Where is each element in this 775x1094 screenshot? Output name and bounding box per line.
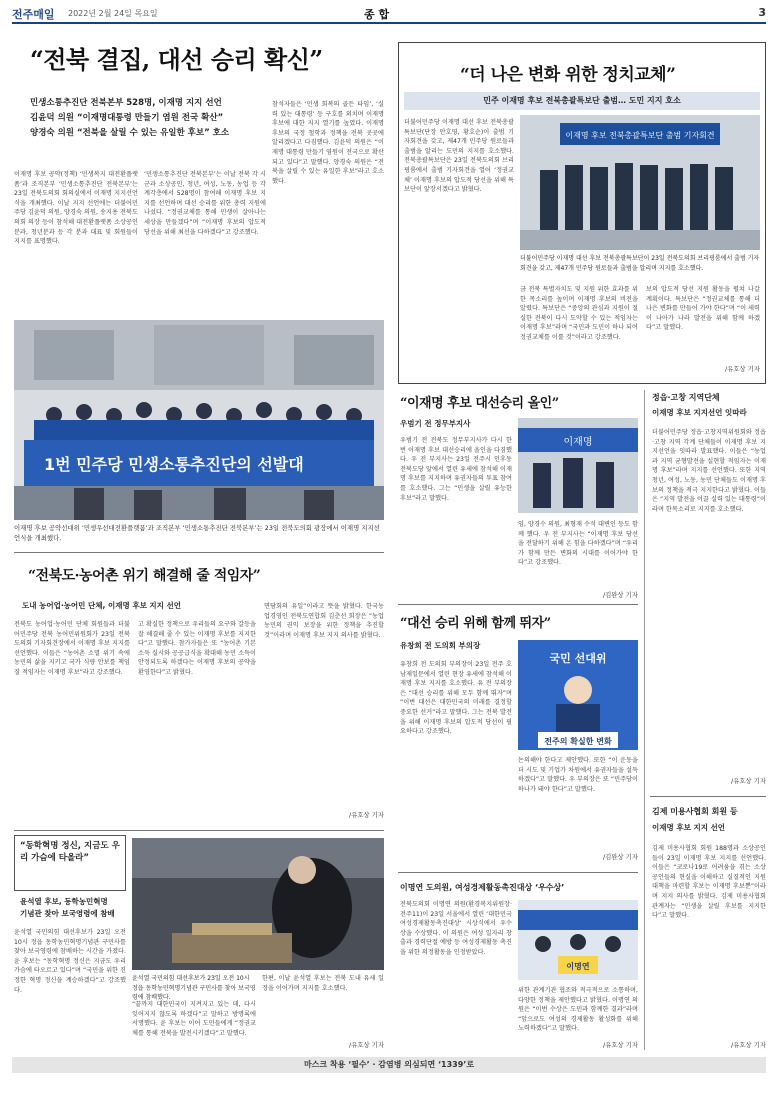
divider bbox=[14, 552, 384, 553]
a7-byline: /유호상 기자 bbox=[602, 1041, 638, 1049]
a4-headline: “대선 승리 위해 함께 뛰자” bbox=[400, 616, 551, 631]
a5-headline: “전북도·농어촌 위기 해결해 줄 적임자” bbox=[28, 568, 261, 584]
divider bbox=[398, 604, 638, 605]
a6-sub-2: 기념관 찾아 보국영령에 참배 bbox=[20, 909, 115, 918]
divider bbox=[14, 830, 384, 831]
a1-sub-1: 민생소통추진단 전북본부 528명, 이재명 지지 선언 bbox=[30, 98, 222, 108]
issue-date: 2022년 2월 24일 목요일 bbox=[68, 9, 158, 18]
a2-photo bbox=[520, 115, 760, 250]
a2-byline: /유호상 기자 bbox=[724, 365, 760, 373]
a6-photo bbox=[132, 838, 384, 970]
a8-sub: 이재명 후보 지지선언 잇따라 bbox=[652, 408, 747, 417]
a3-body-col1: 우범기 전 전북도 정무부지사가 다시 한 번 이재명 후보 대선승리에 올인을 다짐했다. 우 전 부지사는 23일 전주시 인후동 전북도당 앞에서 열린 유세에 참석해 이재명 후보를 지지하며 유권자들의 투표 참여를 호소했다. 그는 “민생을 살릴 유능한 후보”라고 말했다. bbox=[400, 437, 512, 502]
a1-body-col3: 참석자들은 ‘민생 회복의 골든 타임’, ‘실력 있는 대통령’ 등 구호를 외치며 이재명 후보에 대한 지지 열기를 높였다. 이재명 후보의 국정 철학과 정책을 전북 곳곳에 알리겠다고 다짐했다. 김윤덕 의원은 “이재명 대통령 만들기 염원이 전국으로 확산되고 있다”고 말했다. 양경숙 의원은 “전북을 살릴 수 있는 유일한 후보”라고 호소했다. bbox=[272, 101, 384, 185]
a6-body-col2: “끝까지 대한민국이 지켜지고 있는 데, 다시 잊어지지 않도록 하겠다”고 말하고 방명록에 서명했다. 윤 후보는 이어 도민들에게 “정권교체를 통해 전북을 발전시키겠다”고 말했다. bbox=[132, 1001, 256, 1037]
a1-body-col2: ‘민생소통추진단 전북본부’는 이날 전북 각 시군과 소상공인, 청년, 여성, 노동, 농업 등 각계각층에서 528명이 참여해 이재명 후보 지지를 선언하며 대선 승리를 위한 총력 지원에 나섰다. “정권교체를 통해 민생이 살아나는 세상을 만들겠다”며 “이재명 후보의 압도적 당선을 위해 최선을 다하겠다”고 강조했다. bbox=[144, 171, 266, 236]
a7-body-col1: 전북도의회 이명연 의원(환경복지위원장·전주11)이 23일 서울에서 열린 ‘대한민국 여성경제활동촉진대상’ 시상식에서 우수상을 수상했다. 이 의원은 여성 일자리 창출과 경력단절 예방 등 여성경제활동 촉진을 위한 의정활동을 인정받았다. bbox=[400, 901, 512, 956]
a1-photo-banner: 1번 민주당 민생소통추진단의 선발대 bbox=[44, 455, 304, 474]
a1-sub-2: 김윤덕 의원 “이재명대통령 만들기 염원 전국 확산” bbox=[30, 113, 224, 123]
a5-sub: 도내 농어업·농어민 단체, 이재명 후보 지지 선언 bbox=[22, 601, 182, 610]
a9-byline: /유호상 기자 bbox=[730, 1041, 766, 1049]
a6-body-col1: 윤석열 국민의힘 대선후보가 23일 오전 10시 정읍 동학농민혁명기념관 구민사를 찾아 보국영령에 참배하는 시간을 가졌다. 윤 후보는 “동학혁명 정신은 지금도 우리 가슴에 타오르고 있다”며 “국민을 위한 진정한 혁명 정신을 계승하겠다”고 강조했다. bbox=[14, 929, 126, 994]
page-number: 3 bbox=[758, 6, 766, 19]
a5-body-col1: 전북도 농어업·농어민 단체 회원들과 더불어민주당 전북 농어민위원회가 23일 전북도의회 기자회견장에서 이재명 후보 지지를 선언했다. 이들은 “농어촌 소멸 위기 속에 농민의 삶을 지키고 국가 식량 안보를 책임질 적임자는 이재명 후보”라고 강조했다. bbox=[14, 621, 130, 676]
divider bbox=[650, 796, 766, 797]
divider bbox=[644, 390, 645, 1050]
a5-body-col3: 면담회의 유일”이라고 뜻을 밝혔다. 한국농업경영인 전북도연합회 김춘선 회장은 “농업농민의 권익 보장을 위한 정책을 추진할 것”이라며 이재명 후보 지지 의사를 밝혔다. bbox=[264, 603, 384, 639]
a4-body-col2: 논의해야 한다고 제안했다. 또한 “이 운동을 더 시도 및 기업가 차원에서 유권자들을 설득하겠다”고 말했다. 우 부의장은 또 “민주당이 하나가 돼야 한다”고 말했다. bbox=[518, 757, 638, 793]
a8-byline: /유호상 기자 bbox=[730, 777, 766, 785]
footer-banner: 마스크 착용 ‘필수’ · 감염병 의심되면 ‘1339’로 bbox=[12, 1057, 766, 1073]
a3-headline: “이재명 후보 대선승리 올인” bbox=[400, 396, 559, 411]
a2-body-col1b bbox=[404, 300, 514, 380]
section-name: 종 합 bbox=[364, 8, 390, 21]
a3-photo-banner: 이재명 bbox=[563, 437, 593, 448]
a3-body-col2: 임, 양경수 의원, 최형재 수석 대변인 등도 함께 했다. 우 전 부지사는 “이재명 후보 당선을 전달하기 위해 온 힘을 다하겠다”며 “우리가 함께 만든 변화의 시대를 이어가야 한다”고 강조했다. bbox=[518, 521, 638, 567]
a8-body: 더불어민주당 정읍·고창지역위원회와 정읍·고창 지역 각계 단체들이 이재명 후보 지지선언을 잇따라 발표했다. 이들은 “농업과 지역 균형발전을 실현할 적임자는 이재명 후보”라며 지지를 선언했다. 또한 지역 청년, 여성, 노동, 농민 단체들도 이재명 후보의 정책을 적극 지지한다고 밝혔다. 이들은 “지역 발전을 이끌 실력 있는 대통령”이라며 한목소리로 지지를 호소했다. bbox=[652, 429, 766, 513]
a9-body: 김제 미용사협회 회원 188명과 소상공인들이 23일 이재명 후보 지지를 선언했다. 이들은 “코로나19로 어려움을 겪는 소상공인들의 현실을 이해하고 실질적인 지원 대책을 마련할 후보는 이재명 후보뿐”이라며 지지 의사를 밝혔다. 김제 미용사협회 관계자는 “민생을 살릴 후보를 지지한다”고 말했다. bbox=[652, 845, 766, 920]
a1-photo-svg bbox=[14, 320, 384, 520]
a8-headline: 정읍·고창 지역단체 bbox=[652, 393, 720, 402]
a6-byline: /유호상 기자 bbox=[348, 1041, 384, 1049]
masthead-rule bbox=[12, 22, 766, 24]
a2-headline: “더 나은 변화 위한 정치교체” bbox=[460, 65, 676, 85]
a9-sub: 이재명 후보 지지 선언 bbox=[652, 823, 726, 832]
a2-body-col2: 금 전북 특별자치도 및 지원 위한 효과를 위한 목소리를 높이며 이재명 후보의 비전을 알렸다. 특보단은 “중앙의 관심과 지원이 절실한 전북이 다시 도약할 수 있는 적임자는 이재명 후보”라며 “국민과 도민이 하나 되어 정권교체를 이룰 것”이라고 강조했다. bbox=[520, 286, 638, 341]
divider bbox=[398, 872, 638, 873]
a9-headline: 김제 미용사협회 회원 등 bbox=[652, 807, 738, 816]
a4-byline: /김완상 기자 bbox=[602, 853, 638, 861]
a2-caption: 더불어민주당 이재명 대선 후보 전북총괄특보단이 23일 전북도의회 브리핑룸에서 출범 기자회견을 갖고, 제47개 민주당 원로들과 출범을 알리며 지지를 호소했다. bbox=[520, 255, 760, 272]
newspaper-logo: 전주매일 bbox=[12, 8, 55, 21]
a7-body-col2: 위한 관계기관 협조와 적극적으로 소통하며, 다양한 정책을 제안했다고 밝혔다. 이명연 의원은 “이번 수상은 도민과 함께한 결과”라며 “앞으로도 여성의 경제활동 활성화를 위해 노력하겠다”고 말했다. bbox=[518, 987, 638, 1033]
a6-sub-1: 윤석열 후보, 동학농민혁명 bbox=[20, 897, 108, 906]
a1-sub-3: 양경숙 의원 “전북을 살릴 수 있는 유일한 후보” 호소 bbox=[30, 128, 230, 138]
a4-sub: 유창희 전 도의회 부의장 bbox=[400, 641, 481, 650]
a1-caption: 이재명 후보 공약선대위 ‘민생우선대전환플랫폼’과 조직본부 ‘민생소통추진단 전북본부’는 23일 전북도의회 광장에서 이재명 지지선언식을 개최했다. bbox=[14, 524, 380, 542]
a1-photo bbox=[14, 320, 384, 520]
a3-byline: /김완상 기자 bbox=[602, 591, 638, 599]
a3-photo bbox=[518, 418, 638, 513]
a2-body-col3: 보의 압도적 당선 지원 활동을 펼쳐 나갈 계획이다. 특보단은 “정권교체를 통해 더 나은 변화를 만들어 가야 한다”며 “이 세력이 나아가 나라 발전을 위해 함께 하겠다”고 말했다. bbox=[646, 286, 760, 332]
a5-byline: /유호상 기자 bbox=[348, 811, 384, 819]
a7-photo-placard: 이명연 bbox=[566, 962, 590, 971]
a7-headline: 이명연 도의원, 여성경제활동촉진대상 ‘우수상’ bbox=[400, 883, 565, 892]
a1-body-col1: 이재명 후보 공약(정책) ‘민생복지 대전환플랫폼’과 조직본부 ‘민생소통추진단 전북본부’는 23일 전북도의회 회의실에서 이재명 지지선언식을 개최했다. 이날 지지 선언에는 더불어민주당 김윤덕 의원, 양경숙 의원, 송지용 전북도의회 의장 등이 참석해 대전환플랫폼 소상공인분과, 청년분과 등 각 분과 대표 및 회원들이 지지를 표명했다. bbox=[14, 171, 138, 246]
a6-headline: “동학혁명 정신, 지금도 우리 가슴에 타올라” bbox=[20, 841, 120, 863]
a2-photo-sign: 이재명 후보 전북총괄특보단 출범 기자회견 bbox=[565, 131, 715, 140]
a1-headline: “전북 결집, 대선 승리 확신” bbox=[30, 45, 323, 74]
a6-body-col3: 한편, 이날 윤석열 후보는 전북 도내 유세 일정을 이어가며 지지를 호소했다. bbox=[262, 975, 384, 992]
masthead bbox=[12, 6, 766, 20]
a6-caption: 윤석열 국민의힘 대선후보가 23일 오전 10시 정읍 동학농민혁명기념관 구민사를 찾아 보국영령에 참배했다. bbox=[132, 975, 256, 1001]
a7-photo bbox=[518, 900, 638, 980]
a4-photo-banner: 국민 선대위 bbox=[549, 652, 607, 665]
a4-photo-caption: 전주의 확실한 변화 bbox=[544, 737, 612, 746]
a4-photo bbox=[518, 640, 638, 750]
a2-sub: 민주 이재명 후보 전북총괄특보단 출범… 도민 지지 호소 bbox=[483, 96, 681, 105]
a4-body-col1: 유창희 전 도의회 부의장이 23일 전주 호남제일문에서 열린 현장 유세에 참석해 이재명 후보 지지를 호소했다. 유 전 부의장은 “대선 승리를 위해 모두 함께 뛰자”며 “이번 대선은 대한민국의 미래를 결정할 중요한 선거”라고 말했다. 그는 전북 발전을 위해 이재명 후보의 압도적 당선이 필요하다고 강조했다. bbox=[400, 661, 512, 736]
a2-body-col1: 더불어민주당 이재명 대선 후보 전북총괄특보단(단장 안호영, 황호순)이 출범 기자회견을 갖고, 제47개 민주당 원로들과 출범을 알리는 도민의 지지를 호소했다. 전북총괄특보단은 23일 전북도의회 브리핑룸에서 출범 기자회견을 열어 ‘정권교체’ 이재명 후보의 압도적 당선을 위해 특보단이 앞장서겠다고 밝혔다. bbox=[404, 119, 514, 194]
a3-sub: 우범기 전 정무부지사 bbox=[400, 419, 471, 428]
a5-body-col2: 고 확실한 정책으로 우리들의 요구와 갈등을 잘 해결해 줄 수 있는 이재명 후보를 지지한다”고 말했다. 참가자들은 또 “농어촌 기본소득 실시와 공공급식을 확대해 농민 소득이 안정되도록 하겠다는 이재명 후보의 공약을 환영한다”고 밝혔다. bbox=[138, 621, 256, 676]
